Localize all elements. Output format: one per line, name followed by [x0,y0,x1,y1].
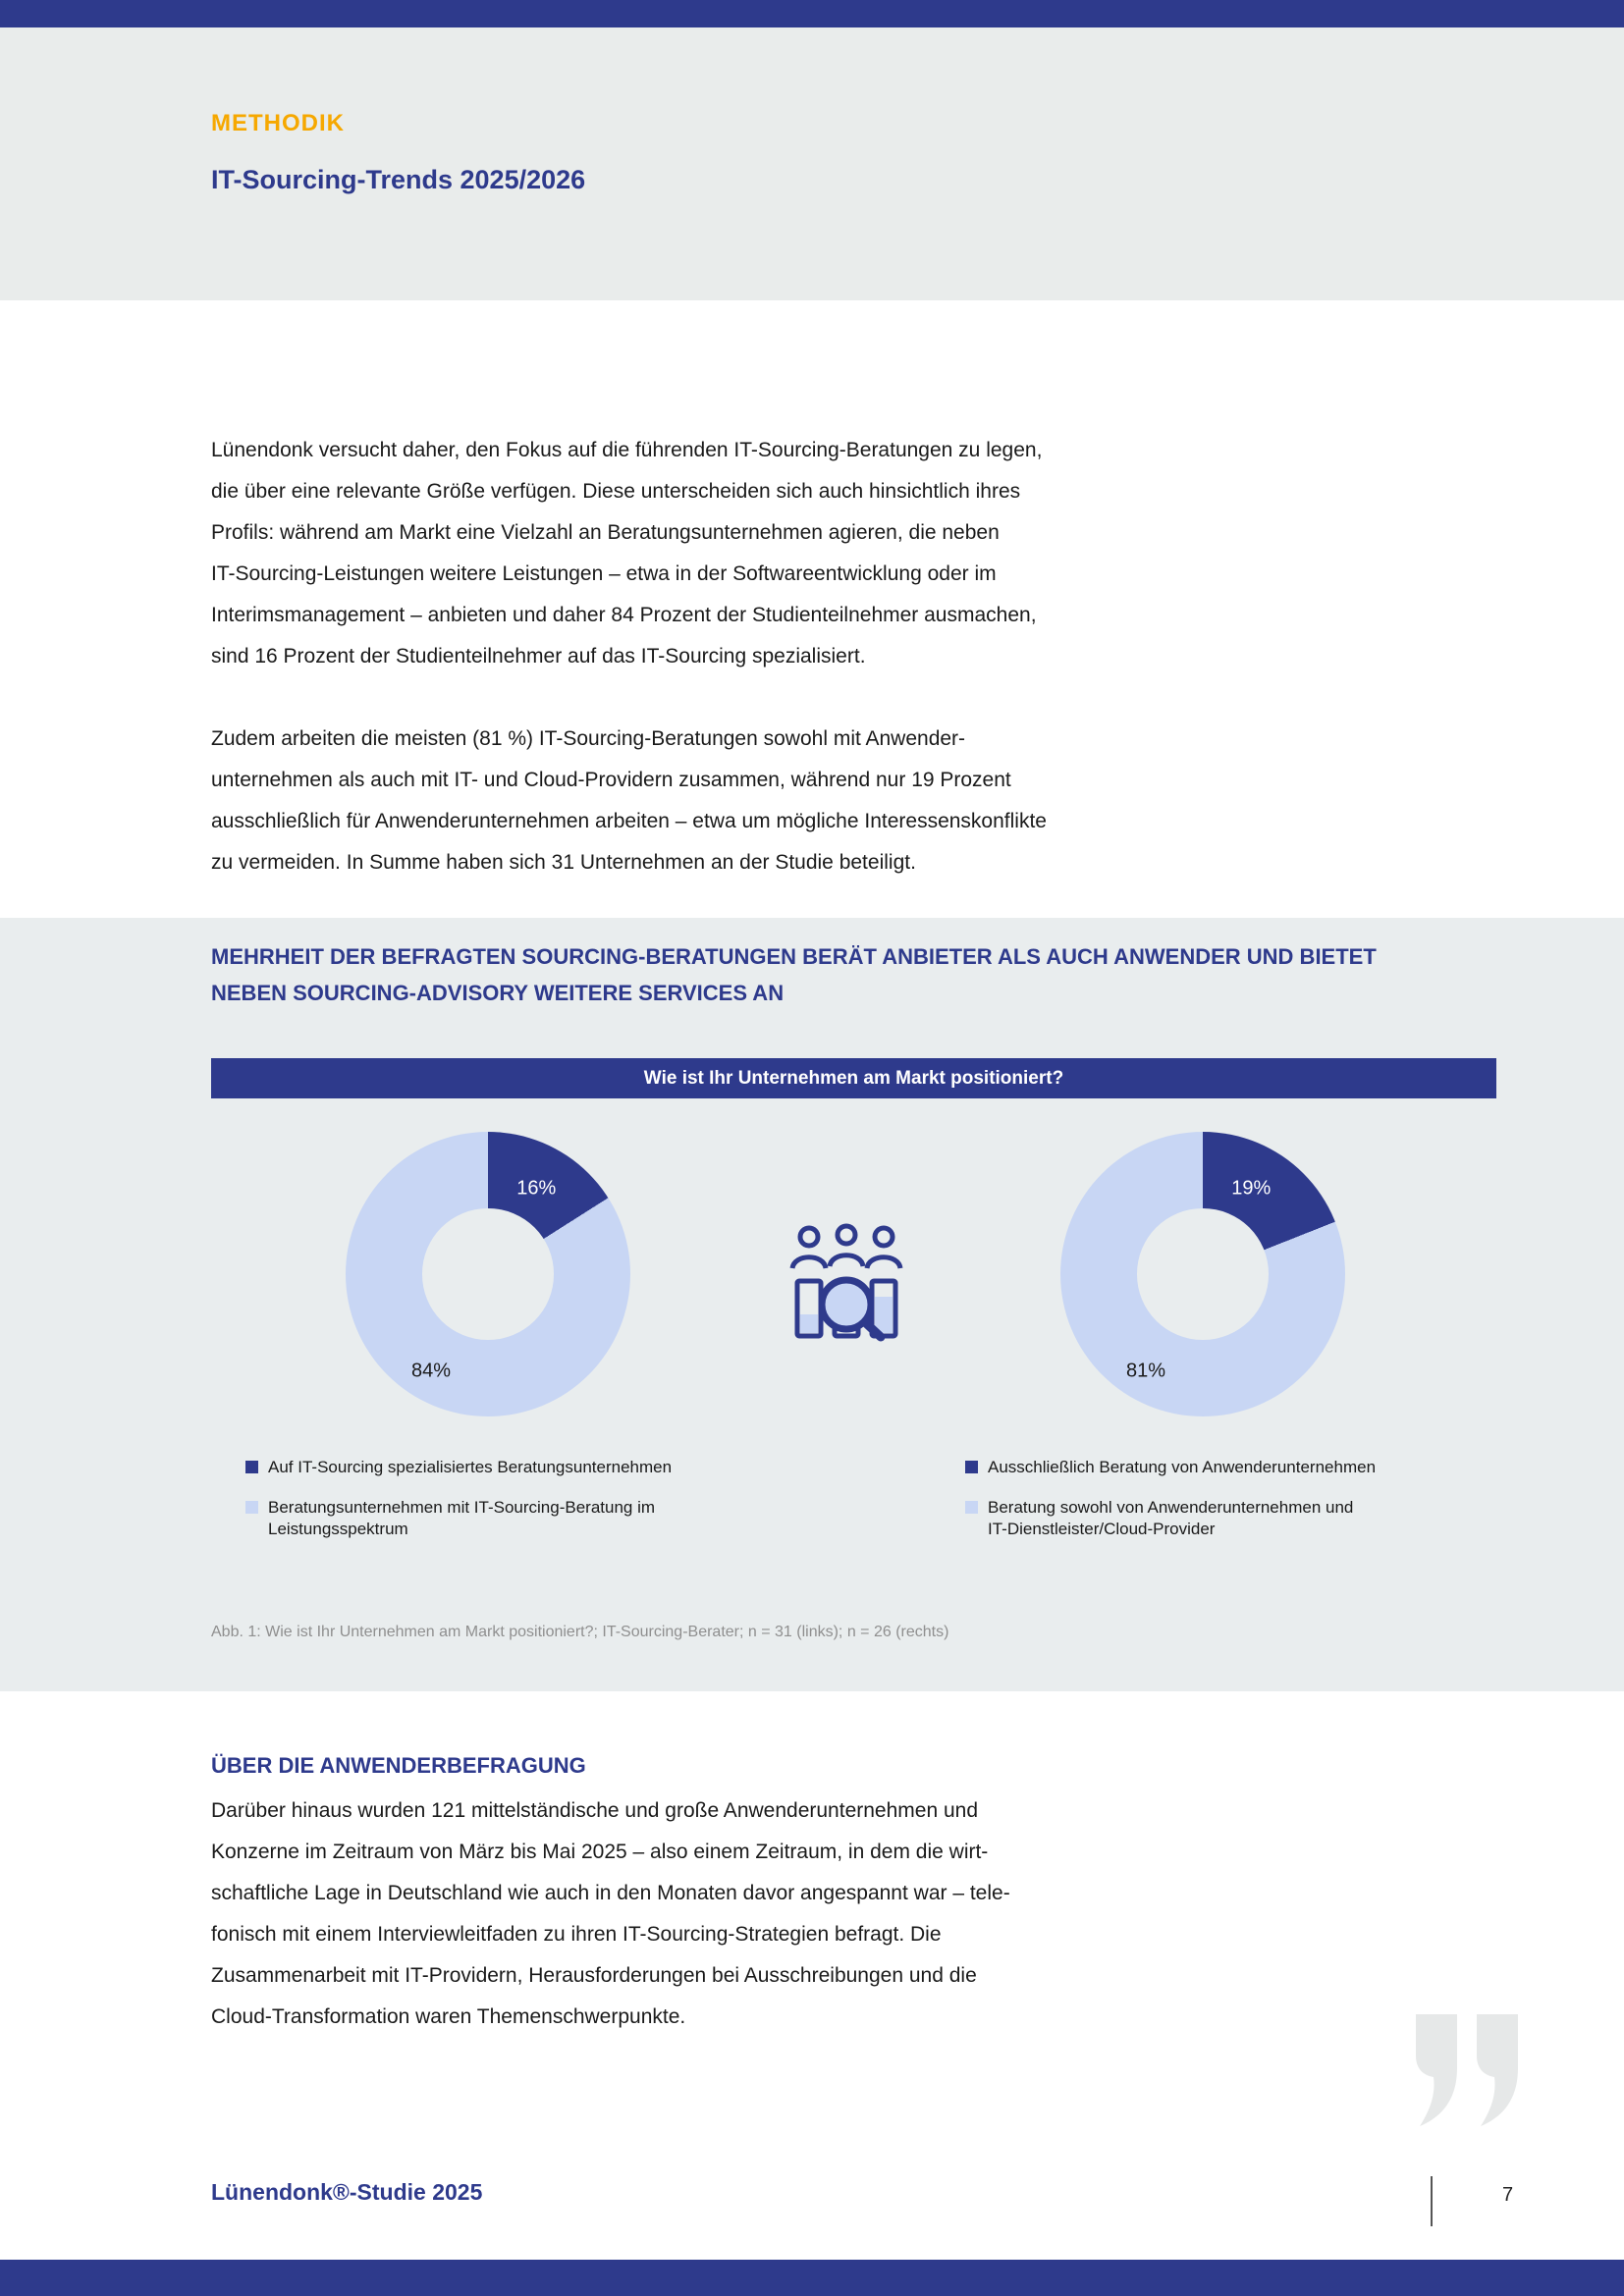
legend-item [965,1457,1376,1478]
legend-swatch-dark [245,1461,258,1473]
figure-section [0,918,1624,1691]
legend-item [965,1497,1376,1540]
page-title: IT-Sourcing-Trends 2025/2026 [211,165,586,194]
donut-right-pct-both: 81% [1125,1360,1166,1382]
legend-right [965,1457,1376,1559]
figure-heading: MEHRHEIT DER BEFRAGTEN SOURCING-BERATUNGEN BERÄT ANBIETER ALS AUCH ANWENDER UND BIETET NEBEN SOURCING-ADVISORY WEITERE SERVICES AN [211,944,1377,1005]
legend-item [245,1457,672,1478]
legend-label: Auf IT-Sourcing spezialisiertes Beratungsunternehmen [268,1458,673,1476]
quote-mark-icon [1412,2014,1526,2128]
chart-title: Wie ist Ihr Unternehmen am Markt positioniert? [643,1067,1064,1089]
people-search-icon [784,1220,909,1346]
header-band [0,27,1624,300]
paragraph-methodik-2: Zudem arbeiten die meisten (81 %) IT-Sourcing-Beratungen sowohl mit Anwender- unternehmen als auch mit IT- und Cloud-Providern zusammen, während nur 19 Prozent ausschließlich für Anwenderunternehmen arbeiten – etwa um mögliche Interessenskonflikte zu vermeiden. In Summe haben sich 31 Unternehmen an der Studie beteiligt. [211,727,1047,874]
section-eyebrow: METHODIK [211,110,345,136]
legend-item [245,1497,672,1540]
legend-swatch-light [245,1501,258,1514]
paragraph-anwenderbefragung: Darüber hinaus wurden 121 mittelständische und große Anwenderunternehmen und Konzerne im Zeitraum von März bis Mai 2025 – also einem Zeitraum, in dem die wirt- schaftliche Lage in Deutschland wie auch in den Monaten davor angespannt war – tele- fonisch mit einem Interviewleitfaden zu ihren IT-Sourcing-Strategien befragt. Die Zusammenarbeit mit IT-Providern, Herausforderungen bei Ausschreibungen und die Cloud-Transformation waren Themenschwerpunkte. [211,1799,1010,2028]
legend-label: Ausschließlich Beratung von Anwenderunternehmen [988,1458,1377,1476]
footer-divider [1431,2176,1433,2226]
donut-right-pct-exclusive: 19% [1231,1177,1272,1200]
figure-caption: Abb. 1: Wie ist Ihr Unternehmen am Markt positioniert?; IT-Sourcing-Berater; n = 31 (links); n = 26 (rechts) [211,1624,949,1640]
footer-brand: Lünendonk®-Studie 2025 [211,2179,483,2205]
donut-hole-left [422,1208,553,1339]
donut-chart-left [346,1132,630,1416]
legend-left [245,1457,672,1559]
donut-chart-right [1060,1132,1345,1416]
top-accent-bar [0,0,1624,27]
bottom-accent-bar [0,2260,1624,2296]
donut-left-pct-spectrum: 84% [410,1360,452,1382]
legend-label: Beratungsunternehmen mit IT-Sourcing-Beratung im Leistungsspektrum [268,1498,656,1538]
legend-swatch-light [965,1501,978,1514]
legend-label: Beratung sowohl von Anwenderunternehmen und IT-Dienstleister/Cloud-Provider [988,1498,1354,1538]
donut-hole-right [1137,1208,1268,1339]
page-number: 7 [1502,2184,1514,2206]
legend-swatch-dark [965,1461,978,1473]
chart-title-bar [211,1058,1496,1098]
paragraph-methodik-1: Lünendonk versucht daher, den Fokus auf die führenden IT-Sourcing-Beratungen zu legen, die über eine relevante Größe verfügen. Diese unterscheiden sich auch hinsichtlich ihres Profils: während am Markt eine Vielzahl an Beratungsunternehmen agieren, die neben IT-Sourcing-Leistungen weitere Leistungen – etwa in der Softwareentwicklung oder im Interimsmanagement – anbieten und daher 84 Prozent der Studienteilnehmer ausmachen, sind 16 Prozent der Studienteilnehmer auf das IT-Sourcing spezialisiert. [211,439,1043,667]
donut-left-pct-specialized: 16% [516,1177,557,1200]
anwenderbefragung-heading: ÜBER DIE ANWENDERBEFRAGUNG [211,1753,586,1778]
